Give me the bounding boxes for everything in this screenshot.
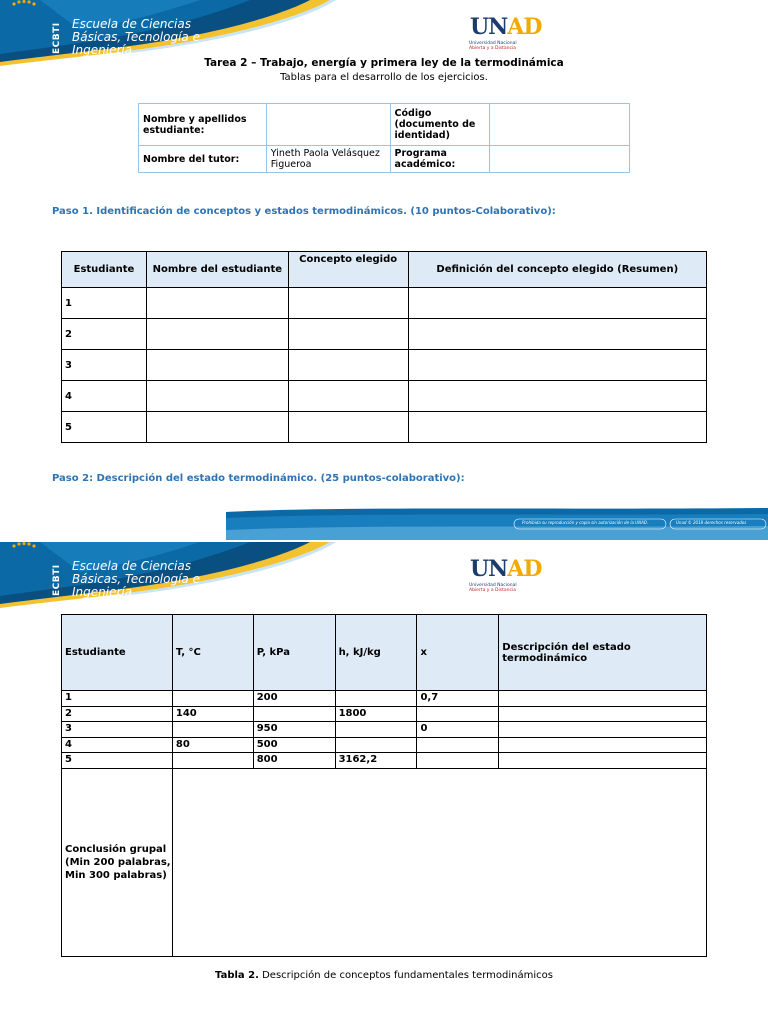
table-row (62, 706, 707, 722)
program-label: Programa académico: (390, 146, 490, 173)
pressure-cell[interactable]: 800 (253, 753, 335, 769)
row-number: 1 (62, 288, 147, 319)
student-name-cell[interactable] (146, 288, 288, 319)
concept-cell[interactable] (288, 319, 408, 350)
description-cell[interactable] (499, 706, 707, 722)
footer-rights-text: Prohibida su reproducción y copia sin autorización de la UNAD. (522, 520, 649, 525)
row-number: 5 (62, 753, 173, 769)
enthalpy-cell[interactable]: 1800 (335, 706, 417, 722)
document-page-2 (0, 542, 768, 1024)
school-name-line3: Ingeniería (72, 585, 133, 599)
school-name (72, 560, 200, 599)
row-number: 4 (62, 381, 147, 412)
description-cell[interactable] (499, 691, 707, 707)
student-name-cell[interactable] (146, 319, 288, 350)
school-name-line3: Ingeniería (72, 43, 133, 57)
header-nombre-estudiante: Nombre del estudiante (146, 252, 288, 288)
school-name (72, 18, 200, 57)
definition-cell[interactable] (408, 412, 706, 443)
header-estudiante: Estudiante (62, 252, 147, 288)
school-name-line2: Básicas, Tecnología e (72, 572, 200, 586)
unad-logo-word (470, 556, 541, 582)
unad-logo-subtitle (469, 583, 529, 593)
page-header (0, 542, 768, 612)
conclusion-row (62, 768, 707, 956)
caption-text: Descripción de conceptos fundamentales termodinámicos (258, 970, 553, 981)
student-name-label: Nombre y apellidos estudiante: (139, 104, 267, 146)
step2-heading: Paso 2: Descripción del estado termodinámico. (25 puntos-colaborativo): (52, 473, 465, 484)
table-row (62, 350, 707, 381)
description-cell[interactable] (499, 753, 707, 769)
tutor-value: Yineth Paola Velásquez Figueroa (266, 146, 390, 173)
row-number: 2 (62, 319, 147, 350)
concept-cell[interactable] (288, 412, 408, 443)
table-row (139, 104, 630, 146)
quality-cell[interactable]: 0,7 (417, 691, 499, 707)
temperature-cell[interactable] (172, 753, 253, 769)
description-cell[interactable] (499, 737, 707, 753)
table-row (62, 288, 707, 319)
page-footer (226, 508, 768, 540)
conclusion-field[interactable] (172, 768, 706, 956)
header-definicion: Definición del concepto elegido (Resumen) (408, 252, 706, 288)
concept-cell[interactable] (288, 288, 408, 319)
document-title: Tarea 2 – Trabajo, energía y primera ley de la termodinámica (204, 57, 564, 69)
concept-table (61, 251, 707, 443)
student-name-cell[interactable] (146, 412, 288, 443)
table-row (62, 381, 707, 412)
definition-cell[interactable] (408, 288, 706, 319)
student-info-table (138, 103, 630, 173)
temperature-cell[interactable]: 80 (172, 737, 253, 753)
row-number: 3 (62, 722, 173, 738)
table-row (62, 319, 707, 350)
header-estudiante: Estudiante (62, 615, 173, 691)
temperature-cell[interactable] (172, 722, 253, 738)
header-temperature: T, °C (172, 615, 253, 691)
header-enthalpy: h, kJ/kg (335, 615, 417, 691)
table-row (62, 753, 707, 769)
student-name-cell[interactable] (146, 350, 288, 381)
unad-logo-subtitle (469, 41, 529, 51)
footer-copyright: Unad © 2018 derechos reservados (676, 520, 747, 525)
conclusion-label: Conclusión grupal (Min 200 palabras, Min 300 palabras) (62, 768, 173, 956)
unad-logo-ad: AD (507, 14, 542, 40)
row-number: 1 (62, 691, 173, 707)
temperature-cell[interactable]: 140 (172, 706, 253, 722)
unad-logo-sub1: Universidad Nacional (469, 41, 517, 46)
header-pressure: P, kPa (253, 615, 335, 691)
table-row (62, 722, 707, 738)
unad-logo-sub2: Abierta y a Distancia (469, 588, 516, 593)
enthalpy-cell[interactable]: 3162,2 (335, 753, 417, 769)
definition-cell[interactable] (408, 381, 706, 412)
definition-cell[interactable] (408, 319, 706, 350)
table-header-row (62, 615, 707, 691)
concept-cell[interactable] (288, 381, 408, 412)
description-cell[interactable] (499, 722, 707, 738)
row-number: 3 (62, 350, 147, 381)
temperature-cell[interactable] (172, 691, 253, 707)
code-label: Código (documento de identidad) (390, 104, 490, 146)
unad-logo-sub2: Abierta y a Distancia (469, 46, 516, 51)
tutor-label: Nombre del tutor: (139, 146, 267, 173)
program-field[interactable] (490, 146, 630, 173)
pressure-cell[interactable] (253, 706, 335, 722)
pressure-cell[interactable]: 950 (253, 722, 335, 738)
definition-cell[interactable] (408, 350, 706, 381)
unad-logo-dots-icon (0, 542, 70, 588)
quality-cell[interactable]: 0 (417, 722, 499, 738)
caption-label: Tabla 2. (215, 970, 259, 981)
quality-cell[interactable] (417, 737, 499, 753)
school-name-line2: Básicas, Tecnología e (72, 30, 200, 44)
table-header-row (62, 252, 707, 288)
row-number: 4 (62, 737, 173, 753)
code-field[interactable] (490, 104, 630, 146)
unad-logo-un: UN (470, 556, 508, 582)
header-quality: x (417, 615, 499, 691)
ecbti-vertical-label: ECBTI (52, 22, 62, 54)
unad-logo-dots-icon (0, 0, 70, 46)
table-row (62, 737, 707, 753)
header-concepto-elegido: Concepto elegido (288, 252, 408, 288)
step1-heading: Paso 1. Identificación de conceptos y estados termodinámicos. (10 puntos-Colaborativo): (52, 206, 556, 217)
enthalpy-cell[interactable] (335, 691, 417, 707)
table-row (62, 412, 707, 443)
unad-logo-ad: AD (507, 556, 542, 582)
enthalpy-cell[interactable] (335, 737, 417, 753)
state-description-table (61, 614, 707, 957)
school-name-line1: Escuela de Ciencias (72, 17, 191, 31)
concept-cell[interactable] (288, 350, 408, 381)
ecbti-vertical-label: ECBTI (52, 564, 62, 596)
unad-logo-word (470, 14, 541, 40)
document-subtitle: Tablas para el desarrollo de los ejercicios. (280, 72, 488, 83)
pressure-cell[interactable]: 500 (253, 737, 335, 753)
unad-logo-un: UN (470, 14, 508, 40)
quality-cell[interactable] (417, 753, 499, 769)
unad-logo-sub1: Universidad Nacional (469, 583, 517, 588)
student-name-cell[interactable] (146, 381, 288, 412)
row-number: 2 (62, 706, 173, 722)
table-caption (0, 970, 768, 981)
table-row (139, 146, 630, 173)
table-row (62, 691, 707, 707)
school-name-line1: Escuela de Ciencias (72, 559, 191, 573)
quality-cell[interactable] (417, 706, 499, 722)
pressure-cell[interactable]: 200 (253, 691, 335, 707)
enthalpy-cell[interactable] (335, 722, 417, 738)
header-state-description: Descripción del estado termodinámico (499, 615, 707, 691)
row-number: 5 (62, 412, 147, 443)
student-name-field[interactable] (266, 104, 390, 146)
